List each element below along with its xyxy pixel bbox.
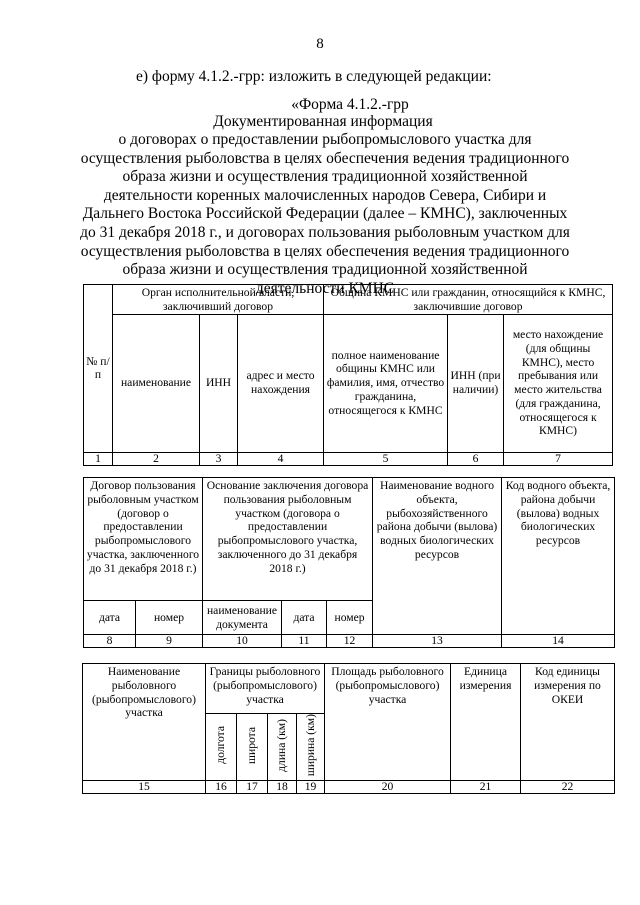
site-name-header: Наименование рыболовного (рыбопромыслового) участка	[83, 664, 206, 781]
contract-group-header: Договор пользования рыболовным участком (договор о предоставлении рыбопромыслового участка, заключенного до 31 декабря 2018 г.)	[84, 478, 203, 601]
column-number: 9	[136, 635, 203, 648]
instruction-text: е) форму 4.1.2.-грр: изложить в следующей редакции:	[136, 68, 492, 85]
column-number: 6	[448, 452, 504, 465]
width-header	[297, 714, 325, 781]
column-number: 18	[268, 780, 297, 793]
page-number: 8	[316, 36, 324, 52]
column-number: 7	[504, 452, 613, 465]
unit-header: Единица измерения	[451, 664, 521, 781]
organ-name-header: наименование	[113, 314, 200, 452]
organ-group-header: Орган исполнительной власти, заключивший договор	[113, 285, 324, 315]
water-code-header: Код водного объекта, района добычи (вылова) водных биологических ресурсов	[502, 478, 615, 635]
community-inn-header: ИНН (при наличии)	[448, 314, 504, 452]
column-number: 3	[200, 452, 238, 465]
basis-date-header: дата	[282, 601, 327, 635]
column-number: 17	[237, 780, 268, 793]
borders-group-header: Границы рыболовного (рыбопромыслового) участка	[206, 664, 325, 714]
column-number: 10	[203, 635, 282, 648]
col-number-header: № п/п	[84, 285, 113, 453]
longitude-header	[206, 714, 237, 781]
document-title: Документированная информация	[213, 113, 433, 130]
organ-inn-header: ИНН	[200, 314, 238, 452]
basis-group-header: Основание заключения договора пользования рыболовным участком (договора о предоставлении рыбопромыслового участка, заключенного до 31 декабря 2018 г.)	[203, 478, 373, 601]
organ-address-header: адрес и место нахождения	[238, 314, 324, 452]
column-number: 1	[84, 452, 113, 465]
contract-date-header: дата	[84, 601, 136, 635]
column-number: 13	[373, 635, 502, 648]
width-label: ширина (км)	[303, 714, 317, 777]
document-subtitle: о договорах о предоставлении рыбопромыслового участка для осуществления рыболовства в целях обеспечения ведения традиционного образа жизни и осуществления традиционной хозяйственной деятельности коренных малочисленных народов Севера, Сибири и Дальнего Востока Российской Федерации (далее – КМНС), заключенных до 31 декабря 2018 г., и договорах пользования рыболовным участком для осуществления рыболовства в целях обеспечения ведения традиционного образа жизни и осуществления традиционной хозяйственной деятельности КМНС	[80, 131, 570, 297]
community-name-header: полное наименование общины КМНС или фамилия, имя, отчество гражданина, относящегося к КМНС	[324, 314, 448, 452]
column-number: 20	[325, 780, 451, 793]
community-group-header: Община КМНС или гражданин, относящийся к КМНС, заключившие договор	[324, 285, 613, 315]
form-label: «Форма 4.1.2.-грр	[291, 96, 409, 113]
water-body-header: Наименование водного объекта, рыбохозяйственного района добычи (вылова) водных биологических ресурсов	[373, 478, 502, 635]
area-header: Площадь рыболовного (рыбопромыслового) участка	[325, 664, 451, 781]
latitude-label: широта	[245, 726, 258, 764]
length-label: длина (км)	[275, 718, 288, 772]
column-number: 4	[238, 452, 324, 465]
column-number: 2	[113, 452, 200, 465]
community-location-header: место нахождение (для общины КМНС), место пребывания или место жительства (для гражданина, относящегося к КМНС)	[504, 314, 613, 452]
table-site-borders	[82, 663, 615, 794]
basis-doc-name-header: наименование документа	[203, 601, 282, 635]
longitude-label: долгота	[214, 726, 227, 764]
column-number: 21	[451, 780, 521, 793]
table-organ-community	[83, 284, 613, 466]
column-number: 5	[324, 452, 448, 465]
column-number: 11	[282, 635, 327, 648]
column-number: 15	[83, 780, 206, 793]
latitude-header	[237, 714, 268, 781]
column-number: 14	[502, 635, 615, 648]
column-number: 22	[521, 780, 615, 793]
length-header	[268, 714, 297, 781]
column-number: 19	[297, 780, 325, 793]
okei-header: Код единицы измерения по ОКЕИ	[521, 664, 615, 781]
table-contract-basis	[83, 477, 615, 648]
column-number: 16	[206, 780, 237, 793]
column-number: 12	[327, 635, 373, 648]
contract-number-header: номер	[136, 601, 203, 635]
basis-number-header: номер	[327, 601, 373, 635]
column-number: 8	[84, 635, 136, 648]
